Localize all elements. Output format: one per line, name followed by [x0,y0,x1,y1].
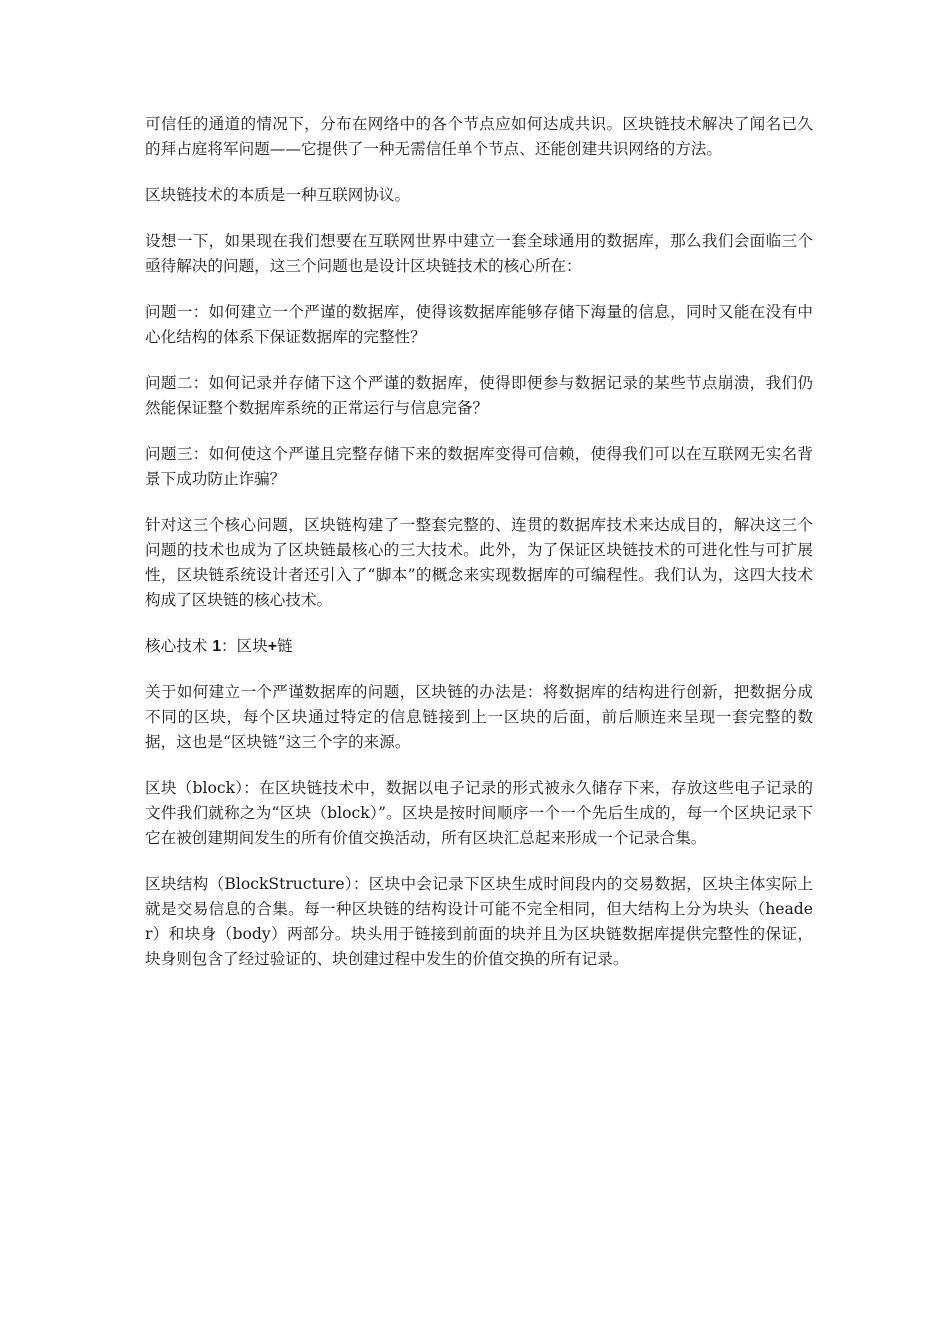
heading-colon: ：区块 [221,637,268,655]
section-heading [145,634,813,659]
heading-suffix: 链 [276,637,293,655]
paragraph-database-structure: 关于如何建立一个严谨数据库的问题，区块链的办法是：将数据库的结构进行创新，把数据分成不同的区块，每个区块通过特定的信息链接到上一区块的后面，前后顺连来呈现一套完整的数据，这也是“区块链”这三个字的来源。 [145,683,813,751]
document-body [145,112,813,993]
paragraph-problem-two: 问题二：如何记录并存储下这个严谨的数据库，使得即便参与数据记录的某些节点崩溃，我们仍然能保证整个数据库系统的正常运行与信息完备？ [145,374,813,417]
paragraph-three-problems: 设想一下，如果现在我们想要在互联网世界中建立一套全球通用的数据库，那么我们会面临三个亟待解决的问题，这三个问题也是设计区块链技术的核心所在： [145,232,813,275]
paragraph-block-structure: 区块结构（BlockStructure）：区块中会记录下区块生成时间段内的交易数据，区块主体实际上就是交易信息的合集。每一种区块链的结构设计可能不完全相同，但大结构上分为块头（header）和块身（body）两部分。块头用于链接到前面的块并且为区块链数据库提供完整性的保证，块身则包含了经过验证的、块创建过程中发生的价值交换的所有记录。 [145,875,813,968]
paragraph-problem-one: 问题一：如何建立一个严谨的数据库，使得该数据库能够存储下海量的信息，同时又能在没有中心化结构的体系下保证数据库的完整性？ [145,303,813,346]
heading-number: 1 [212,638,222,655]
paragraph-problem-three: 问题三：如何使这个严谨且完整存储下来的数据库变得可信赖，使得我们可以在互联网无实名背景下成功防止诈骗？ [145,445,813,488]
heading-prefix: 核心技术 [145,637,213,655]
paragraph-block-definition: 区块（block）：在区块链技术中，数据以电子记录的形式被永久储存下来，存放这些电子记录的文件我们就称之为“区块（block）”。区块是按时间顺序一个一个先后生成的，每一个区块记录下它在被创建期间发生的所有价值交换活动，所有区块汇总起来形成一个记录合集。 [145,779,813,847]
heading-plus: + [267,638,277,655]
paragraph-core-technologies: 针对这三个核心问题，区块链构建了一整套完整的、连贯的数据库技术来达成目的，解决这三个问题的技术也成为了区块链最核心的三大技术。此外，为了保证区块链技术的可进化性与可扩展性，区块链系统设计者还引入了“脚本”的概念来实现数据库的可编程性。我们认为，这四大技术构成了区块链的核心技术。 [145,516,813,609]
paragraph-byzantine: 可信任的通道的情况下，分布在网络中的各个节点应如何达成共识。区块链技术解决了闻名已久的拜占庭将军问题——它提供了一种无需信任单个节点、还能创建共识网络的方法。 [145,115,813,158]
paragraph-essence: 区块链技术的本质是一种互联网协议。 [145,186,411,204]
